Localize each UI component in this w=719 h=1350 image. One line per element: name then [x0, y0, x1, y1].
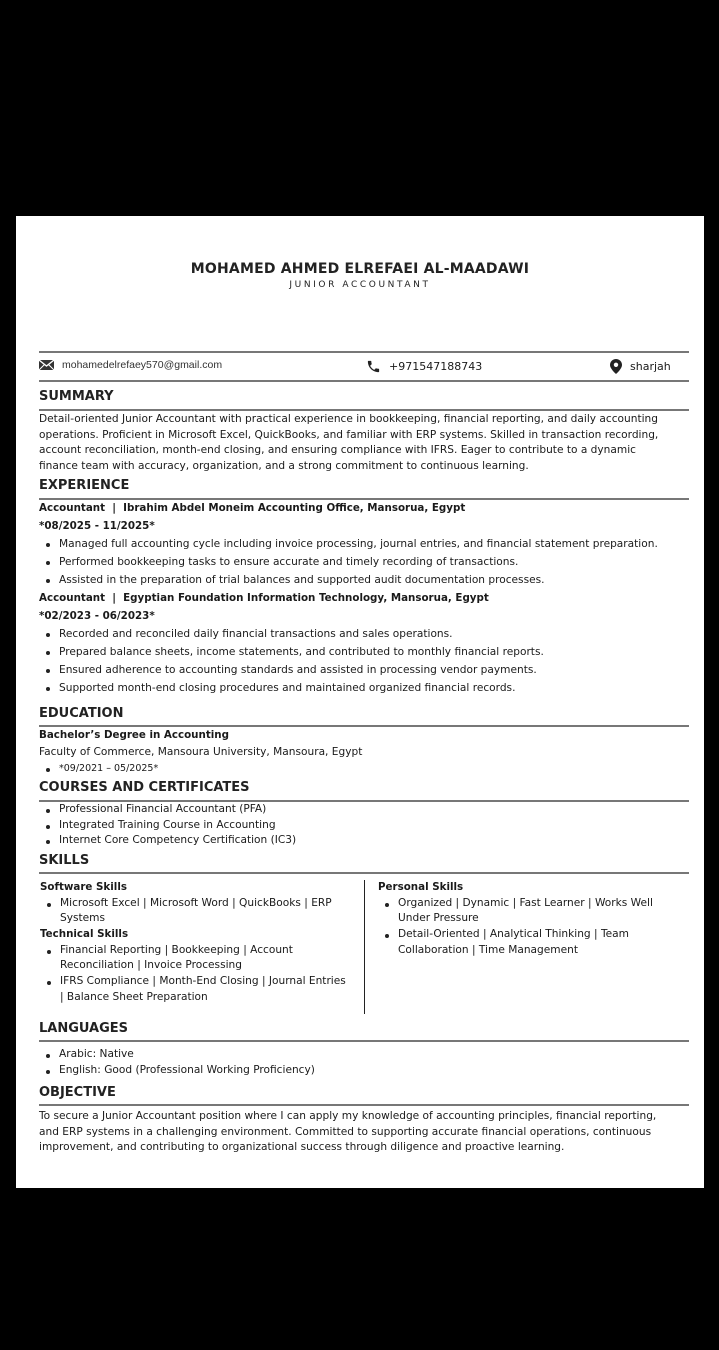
language-item: Arabic: Native [39, 1047, 684, 1063]
degree: Bachelor’s Degree in Accounting [39, 729, 229, 741]
divider [39, 725, 689, 727]
candidate-name: MOHAMED AHMED ELREFAEI AL-MAADAWI [190, 261, 530, 277]
skill-item: IFRS Compliance | Month-End Closing | Journal Entries | Balance Sheet Preparation [40, 974, 350, 1005]
skills-right-column [378, 880, 673, 959]
divider [39, 380, 689, 382]
education-entry [39, 728, 684, 776]
job-title: Accountant | Egyptian Foundation Information Technology, Mansorua, Egypt [39, 592, 489, 604]
experience-list [39, 500, 684, 697]
envelope-icon [39, 359, 54, 371]
course-item: Integrated Training Course in Accounting [39, 818, 684, 834]
education-dates: *09/2021 – 05/2025* [39, 761, 684, 777]
languages-list [39, 1047, 684, 1078]
job-bullet: Supported month-end closing procedures and maintained organized financial records. [39, 679, 684, 697]
objective-line: improvement, and contributing to organizational success through diligence and proactive learning. [39, 1141, 565, 1154]
courses-list [39, 802, 684, 849]
experience-heading: EXPERIENCE [39, 478, 130, 493]
objective-line: To secure a Junior Accountant position where I can apply my knowledge of accounting principles, financial reporting, [39, 1110, 657, 1122]
job-dates: *08/2025 - 11/2025* [39, 520, 155, 532]
contact-email[interactable]: mohamedelrefaey570@gmail.com [39, 359, 222, 371]
summary-text [39, 412, 684, 474]
job-title: JUNIOR ACCOUNTANT [289, 280, 431, 290]
skills-left-column [40, 880, 350, 1006]
skill-item: Detail-Oriented | Analytical Thinking | Team Collaboration | Time Management [378, 927, 673, 958]
skill-item: Microsoft Excel | Microsoft Word | QuickBooks | ERP Systems [40, 896, 350, 927]
summary-line: finance team with accuracy, organization, and a strong commitment to continuous learning. [39, 459, 529, 472]
job-bullet: Managed full accounting cycle including invoice processing, journal entries, and financial statement preparation. [39, 535, 684, 553]
summary-line: account reconciliation, month-end closing, and ensuring compliance with IFRS. Eager to contribute to a dynamic [39, 444, 636, 457]
divider [39, 872, 689, 874]
resume-page [16, 216, 704, 1188]
personal-skills-label: Personal Skills [378, 881, 464, 893]
job-dates: *02/2023 - 06/2023* [39, 610, 155, 622]
divider [39, 351, 689, 353]
education-heading: EDUCATION [39, 706, 124, 721]
summary-line: Detail-oriented Junior Accountant with practical experience in bookkeeping, financial reporting, and daily accounting [39, 413, 658, 425]
job-bullet: Assisted in the preparation of trial balances and supported audit documentation processes. [39, 571, 684, 589]
contact-phone[interactable]: +971547188743 [366, 359, 482, 374]
objective-line: and ERP systems in a challenging environment. Committed to supporting accurate financial operations, continuous [39, 1125, 652, 1138]
job-bullet: Ensured adherence to accounting standards and assisted in processing vendor payments. [39, 661, 684, 679]
school: Faculty of Commerce, Mansoura University, Mansoura, Egypt [39, 746, 363, 758]
skill-item: Financial Reporting | Bookkeeping | Account Reconciliation | Invoice Processing [40, 943, 350, 974]
divider [39, 1104, 689, 1106]
job-bullet: Recorded and reconciled daily financial transactions and sales operations. [39, 625, 684, 643]
objective-heading: OBJECTIVE [39, 1085, 116, 1100]
job-bullet: Performed bookkeeping tasks to ensure accurate and timely recording of transactions. [39, 553, 684, 571]
job-bullet: Prepared balance sheets, income statements, and contributed to monthly financial reports. [39, 643, 684, 661]
skills-heading: SKILLS [39, 853, 90, 868]
phone-icon [366, 359, 381, 374]
job-title: Accountant | Ibrahim Abdel Moneim Accounting Office, Mansorua, Egypt [39, 502, 466, 514]
summary-line: operations. Proficient in Microsoft Excel, QuickBooks, and familiar with ERP systems. Skilled in transaction recording, [39, 428, 659, 441]
technical-skills-label: Technical Skills [40, 928, 129, 941]
course-item: Internet Core Competency Certification (IC3) [39, 833, 684, 849]
software-skills-label: Software Skills [40, 881, 127, 893]
column-divider [364, 880, 365, 1014]
location-pin-icon [610, 359, 622, 374]
courses-heading: COURSES AND CERTIFICATES [39, 780, 250, 795]
skill-item: Organized | Dynamic | Fast Learner | Works Well Under Pressure [378, 896, 673, 927]
language-item: English: Good (Professional Working Proficiency) [39, 1063, 684, 1079]
objective-text [39, 1109, 684, 1156]
course-item: Professional Financial Accountant (PFA) [39, 802, 684, 818]
contact-location: sharjah [610, 359, 671, 374]
languages-heading: LANGUAGES [39, 1021, 129, 1036]
divider [39, 409, 689, 411]
divider [39, 1040, 689, 1042]
summary-heading: SUMMARY [39, 389, 114, 404]
